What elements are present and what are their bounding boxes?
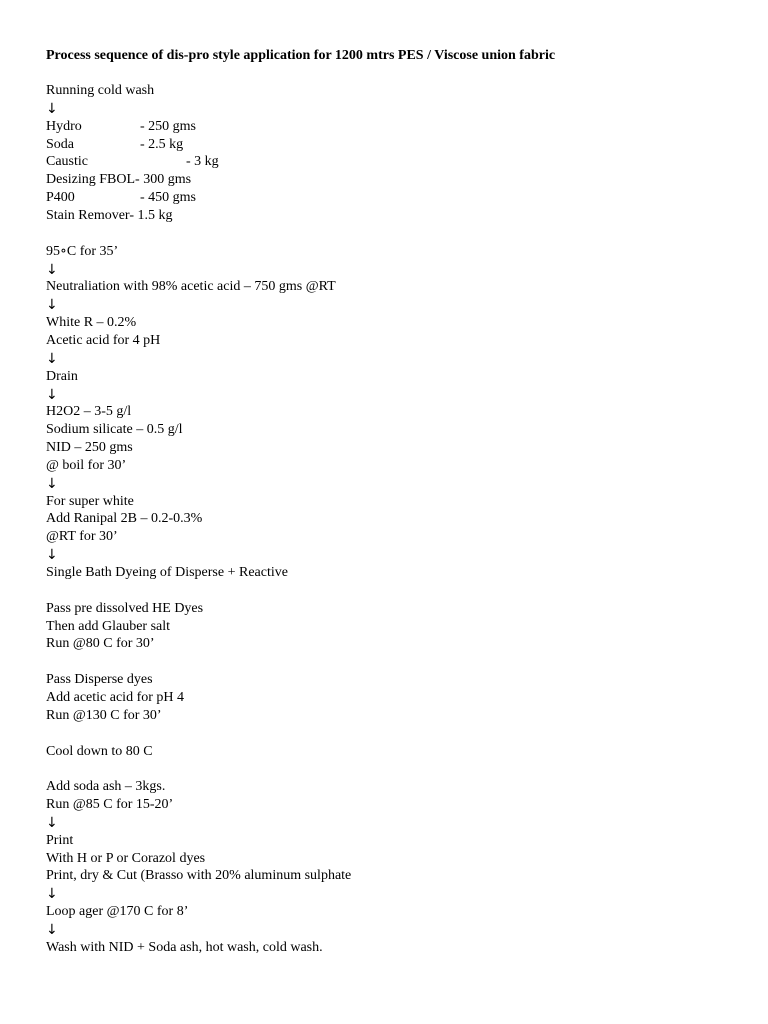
ingredient-quantity: - 250 gms (140, 118, 196, 134)
process-step-line: Print (46, 832, 74, 848)
process-step-line: Desizing FBOL- 300 gms (46, 172, 192, 188)
process-step-line: Drain (46, 368, 78, 384)
process-step-line: Add soda ash – 3kgs. (46, 779, 166, 795)
process-step-line: Add acetic acid for pH 4 (46, 689, 184, 705)
process-step-line: Neutraliation with 98% acetic acid – 750 gms @RT (46, 279, 336, 295)
process-step-line: H2O2 – 3-5 g/l (46, 404, 132, 420)
process-step-line: Single Bath Dyeing of Disperse + Reactive (46, 565, 288, 580)
down-arrow-icon: ↓ (46, 547, 58, 564)
process-step-line: Loop ager @170 C for 8’ (46, 904, 189, 920)
process-step-line: Running cold wash (46, 83, 155, 98)
process-step-line: White R – 0.2% (46, 315, 137, 331)
ingredient-name: Caustic (46, 154, 88, 170)
down-arrow-icon: ↓ (46, 886, 58, 903)
process-step-line: With H or P or Corazol dyes (46, 850, 206, 866)
down-arrow-icon: ↓ (46, 297, 58, 314)
process-step-line: @RT for 30’ (46, 529, 118, 545)
process-step-line: Run @130 C for 30’ (46, 707, 162, 723)
process-step-line: For super white (46, 493, 134, 509)
process-step-line: Pass pre dissolved HE Dyes (46, 600, 204, 616)
ingredient-name: Hydro (46, 118, 82, 134)
process-step-line: Run @80 C for 30’ (46, 636, 155, 652)
ingredient-quantity: - 2.5 kg (140, 136, 184, 152)
ingredient-line (46, 118, 196, 136)
ingredient-name: P400 (46, 190, 75, 206)
down-arrow-icon: ↓ (46, 386, 58, 403)
process-step-line: Wash with NID + Soda ash, hot wash, cold wash. (46, 939, 323, 955)
ingredient-name: Soda (46, 136, 74, 152)
document-title: Process sequence of dis-pro style application for 1200 mtrs PES / Viscose union fabric (46, 48, 556, 63)
ingredient-line (46, 136, 184, 154)
process-step-line: @ boil for 30’ (46, 457, 127, 473)
process-step-line: Run @85 C for 15-20’ (46, 797, 174, 812)
process-step-line: Cool down to 80 C (46, 743, 153, 759)
down-arrow-icon: ↓ (46, 922, 58, 938)
process-step-line: NID – 250 gms (46, 440, 133, 455)
ingredient-line (46, 153, 219, 171)
down-arrow-icon: ↓ (46, 814, 58, 831)
down-arrow-icon: ↓ (46, 475, 58, 492)
down-arrow-icon: ↓ (46, 100, 58, 117)
process-step-line: Then add Glauber salt (46, 618, 171, 634)
process-step-line: Add Ranipal 2B – 0.2-0.3% (46, 511, 203, 527)
down-arrow-icon: ↓ (46, 350, 58, 367)
process-step-line: Print, dry & Cut (Brasso with 20% aluminum sulphate (46, 868, 352, 884)
process-step-line: Acetic acid for 4 pH (46, 332, 161, 348)
ingredient-line (46, 189, 196, 207)
process-step-line: Pass Disperse dyes (46, 672, 153, 688)
process-step-line: Stain Remover- 1.5 kg (46, 208, 173, 223)
ingredient-quantity: - 3 kg (186, 154, 219, 170)
ingredient-quantity: - 450 gms (140, 190, 196, 206)
process-step-line: Sodium silicate – 0.5 g/l (46, 422, 183, 438)
down-arrow-icon: ↓ (46, 261, 58, 278)
process-step-line: 95∘C for 35’ (46, 243, 119, 259)
